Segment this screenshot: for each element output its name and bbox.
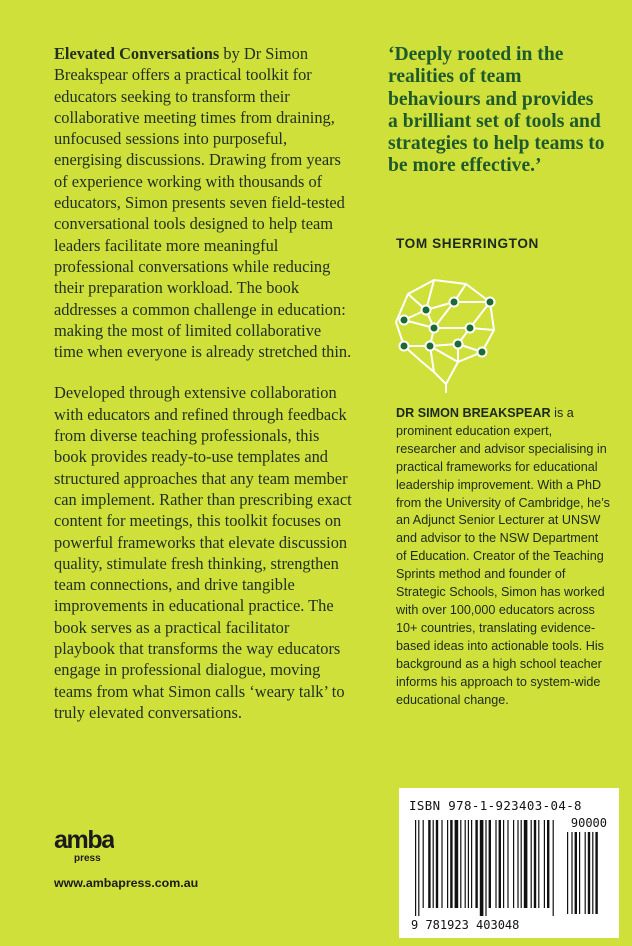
logo-press: press: [74, 853, 101, 864]
barcode-bar: [480, 820, 484, 916]
barcode-bar: [415, 820, 416, 916]
book-title: Elevated Conversations: [54, 44, 220, 63]
barcode-bar: [499, 820, 501, 908]
quote-author: TOM SHERRINGTON: [396, 236, 539, 251]
barcode-bar: [485, 820, 486, 916]
addon-bar: [585, 832, 586, 914]
barcode-bar: [418, 820, 419, 916]
barcode-bar: [489, 820, 491, 908]
barcode-bar: [441, 820, 442, 908]
barcode-bar: [455, 820, 459, 908]
barcode-bar: [468, 820, 469, 908]
barcode-bar: [495, 820, 496, 908]
barcode-bar: [447, 820, 448, 908]
amba-press-logo: [54, 822, 114, 868]
addon-bar: [575, 832, 577, 914]
author-name: DR SIMON BREAKSPEAR: [396, 406, 551, 420]
barcode-bar: [471, 820, 472, 908]
barcode-bar: [433, 820, 434, 908]
barcode-bars: [413, 814, 563, 918]
addon-bar: [571, 832, 572, 914]
addon-barcode-bars: [567, 832, 607, 922]
barcode-bar: [547, 820, 549, 908]
barcode-bar: [534, 820, 536, 908]
barcode-bar: [503, 820, 504, 908]
brain-network-icon: [386, 272, 504, 396]
barcode-bar: [538, 820, 539, 908]
addon-bar: [592, 832, 593, 914]
book-description: [54, 43, 354, 743]
logo-wordmark: amba: [54, 826, 114, 854]
barcode-bar: [460, 820, 461, 908]
barcode-bar: [524, 820, 528, 908]
description-paragraph-2: Developed through extensive collaboration with educators and refined through feedback from diverse teaching professionals, this book provides ready-to-use templates and structured approaches that any team member can implement. Rather than prescribing exact content for meetings, this toolkit focuses on powerful frameworks that elevate discussion quality, stimulate fresh thinking, strengthen team connections, and drive tangible improvements in educational practice. The book serves as a practical facilitator playbook that transforms the way educators engage in professional dialogue, moving teams from what Simon calls ‘weary talk’ to truly elevated conversations.: [54, 383, 352, 722]
isbn-label: ISBN 978-1-923403-04-8: [409, 798, 582, 813]
barcode-bar: [531, 820, 532, 908]
description-paragraph-1-text: by Dr Simon Breakspear offers a practical toolkit for educators seeking to transform their collaborative meeting times from draining, unfocused sessions into purposeful, energising discussions. Drawing from years of experience working with thousands of educators, Simon presents seven field-tested conversational tools designed to help team leaders facilitate more meaningful professional conversations while reducing their preparation workload. The book addresses a common challenge in education: making the most of limited collaborative time when everyone is already stretched thin.: [54, 44, 352, 362]
addon-bar: [588, 832, 590, 914]
barcode-bar: [544, 820, 545, 908]
barcode-bar: [475, 820, 477, 908]
author-bio-text: is a prominent education expert, researcher and advisor specialising in practical frameworks for educational leadership improvement. With a PhD from the University of Cambridge, he’s an Adjunct Senior Lecturer at UNSW and advisor to the NSW Department of Education. Creator of the Teaching Sprints method and founder of Strategic Schools, Simon has worked with over 100,000 educators across 10+ countries, translating evidence-based ideas into actionable tools. His background as a high school teacher informs his approach to system-wide educational change.: [396, 406, 610, 707]
addon-bar: [595, 832, 597, 914]
barcode-bar: [423, 820, 424, 908]
publisher-website: www.ambapress.com.au: [54, 876, 199, 890]
price-code: 90000: [570, 816, 607, 830]
description-paragraph-1: [54, 43, 354, 362]
addon-bar: [567, 832, 568, 914]
isbn-digits: 9 781923 403048: [411, 918, 520, 932]
author-bio: [396, 405, 612, 709]
isbn-barcode: [399, 788, 619, 938]
barcode-bar: [450, 820, 452, 908]
barcode-bar: [521, 820, 522, 908]
addon-bar: [579, 832, 580, 914]
barcode-bar: [465, 820, 466, 908]
barcode-bar: [553, 820, 554, 916]
barcode-bar: [513, 820, 514, 908]
endorsement-quote: ‘Deeply rooted in the realities of team behaviours and provides a brilliant set of tools and strategies to help teams to be more effective.’: [388, 44, 605, 177]
barcode-bar: [507, 820, 508, 908]
barcode-bar: [428, 820, 430, 908]
barcode-bar: [517, 820, 518, 908]
barcode-bar: [436, 820, 438, 908]
